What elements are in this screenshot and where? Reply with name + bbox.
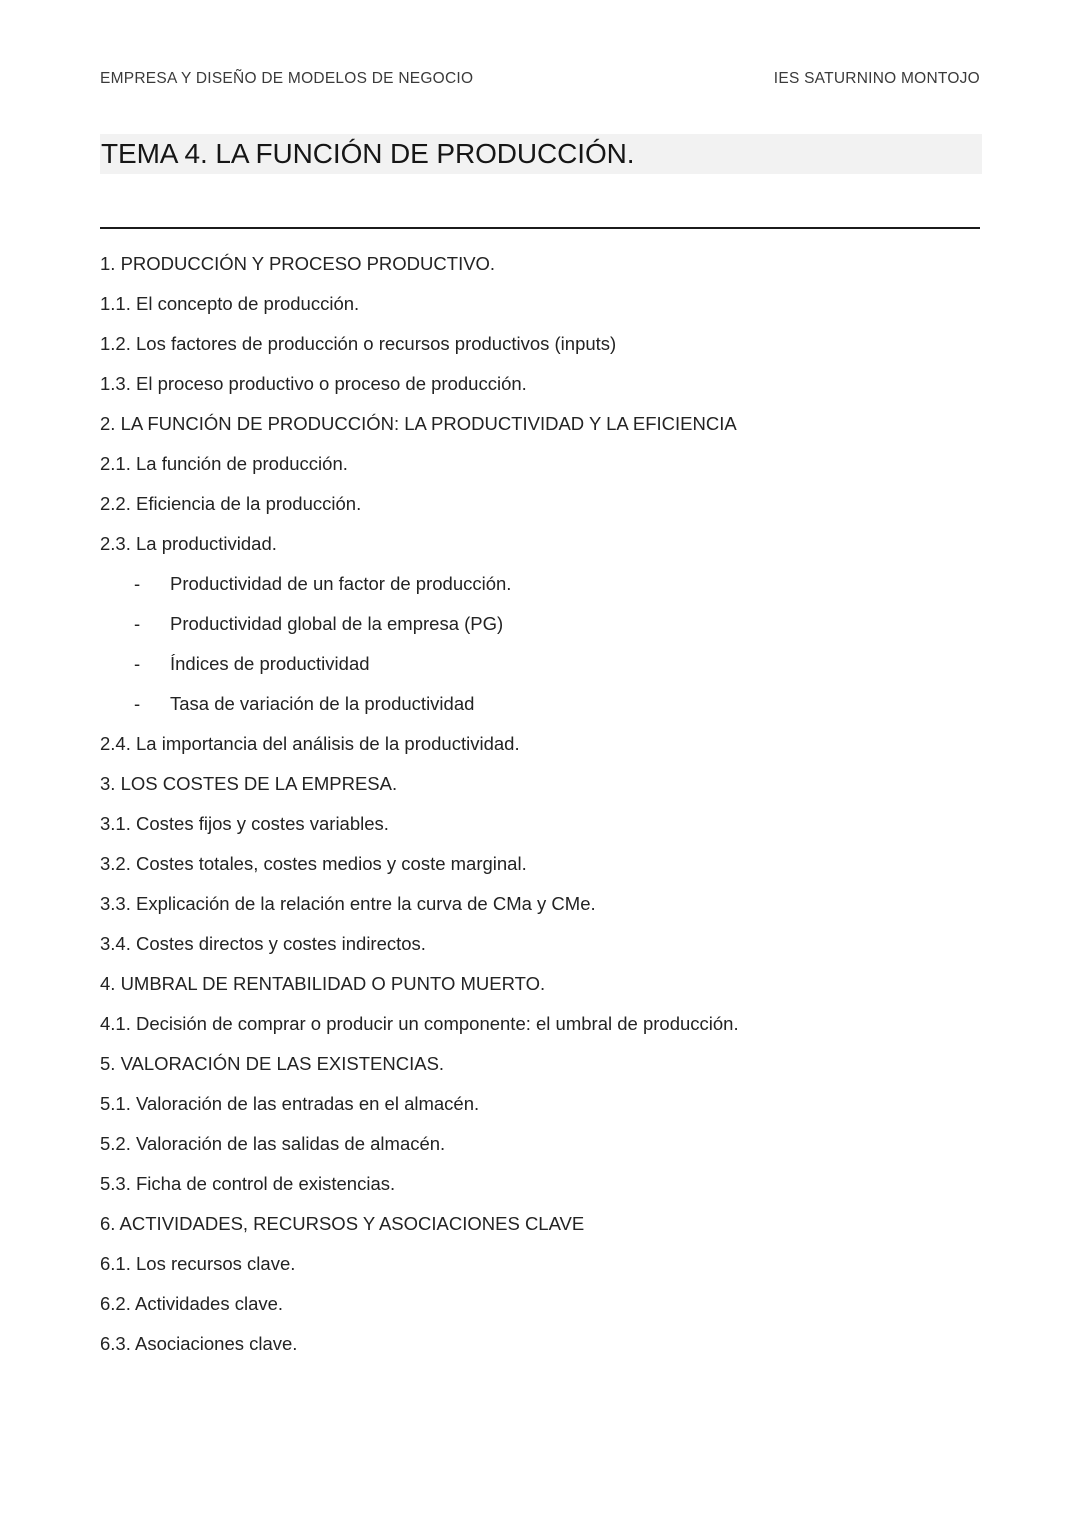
toc-entry-label: 5. VALORACIÓN DE LAS EXISTENCIAS. (100, 1053, 445, 1074)
toc-entry (100, 1015, 1000, 1055)
toc-entry (100, 935, 1000, 975)
toc-entry (100, 735, 1000, 775)
toc-entry-label: 3.2. Costes totales, costes medios y coste marginal. (100, 853, 527, 874)
dash-bullet-icon: - (134, 573, 141, 594)
toc-entry-label: 1.1. El concepto de producción. (100, 293, 360, 314)
toc-entry-label: 3.3. Explicación de la relación entre la curva de CMa y CMe. (100, 893, 596, 914)
toc-entry-label: 1. PRODUCCIÓN Y PROCESO PRODUCTIVO. (100, 253, 496, 274)
toc-entry (100, 1295, 1000, 1335)
toc-entry (100, 295, 1000, 335)
table-of-contents (100, 255, 1000, 1375)
toc-entry-label: Productividad de un factor de producción. (170, 573, 512, 594)
toc-entry (100, 375, 1000, 415)
toc-entry-label: 5.1. Valoración de las entradas en el almacén. (100, 1093, 480, 1114)
toc-entry (100, 455, 1000, 495)
toc-entry (100, 255, 1000, 295)
toc-entry (100, 495, 1000, 535)
dash-bullet-icon: - (134, 693, 141, 714)
toc-entry (100, 1095, 1000, 1135)
toc-entry-label: 2. LA FUNCIÓN DE PRODUCCIÓN: LA PRODUCTIVIDAD Y LA EFICIENCIA (100, 413, 737, 434)
toc-bullet-item (100, 615, 1000, 655)
toc-entry-label: Productividad global de la empresa (PG) (170, 613, 504, 634)
toc-entry-label: 2.3. La productividad. (100, 533, 277, 554)
toc-entry-label: 2.4. La importancia del análisis de la productividad. (100, 733, 520, 754)
running-header (100, 70, 980, 89)
toc-entry (100, 855, 1000, 895)
toc-entry (100, 535, 1000, 575)
toc-entry-label: 6.3. Asociaciones clave. (100, 1333, 298, 1354)
toc-entry-label: 6.1. Los recursos clave. (100, 1253, 296, 1274)
toc-entry-label: 1.3. El proceso productivo o proceso de producción. (100, 373, 527, 394)
toc-entry-label: 1.2. Los factores de producción o recursos productivos (inputs) (100, 333, 617, 354)
toc-bullet-item (100, 655, 1000, 695)
toc-entry-label: 3.1. Costes fijos y costes variables. (100, 813, 389, 834)
toc-entry (100, 775, 1000, 815)
dash-bullet-icon: - (134, 653, 141, 674)
toc-entry (100, 1175, 1000, 1215)
toc-entry-label: 6. ACTIVIDADES, RECURSOS Y ASOCIACIONES CLAVE (100, 1213, 585, 1234)
title-band (100, 134, 982, 174)
toc-entry (100, 1215, 1000, 1255)
toc-entry (100, 415, 1000, 455)
toc-entry (100, 335, 1000, 375)
toc-entry-label: 3. LOS COSTES DE LA EMPRESA. (100, 773, 398, 794)
header-institution: IES SATURNINO MONTOJO (773, 70, 980, 87)
toc-bullet-item (100, 695, 1000, 735)
toc-entry-label: 4.1. Decisión de comprar o producir un componente: el umbral de producción. (100, 1013, 739, 1034)
dash-bullet-icon: - (134, 613, 141, 634)
toc-entry-label: 3.4. Costes directos y costes indirectos. (100, 933, 426, 954)
toc-entry-label: 6.2. Actividades clave. (100, 1293, 284, 1314)
toc-entry (100, 1055, 1000, 1095)
toc-entry (100, 815, 1000, 855)
toc-entry (100, 1135, 1000, 1175)
horizontal-rule (100, 227, 980, 229)
toc-entry (100, 1255, 1000, 1295)
toc-entry-label: 5.3. Ficha de control de existencias. (100, 1173, 396, 1194)
toc-entry-label: 4. UMBRAL DE RENTABILIDAD O PUNTO MUERTO. (100, 973, 546, 994)
toc-entry (100, 895, 1000, 935)
toc-entry (100, 1335, 1000, 1375)
toc-entry (100, 975, 1000, 1015)
toc-bullet-item (100, 575, 1000, 615)
toc-entry-label: 2.2. Eficiencia de la producción. (100, 493, 362, 514)
toc-entry-label: 5.2. Valoración de las salidas de almacén. (100, 1133, 446, 1154)
toc-entry-label: Tasa de variación de la productividad (170, 693, 475, 714)
toc-entry-label: Índices de productividad (170, 653, 370, 674)
toc-entry-label: 2.1. La función de producción. (100, 453, 348, 474)
header-course-title: EMPRESA Y DISEÑO DE MODELOS DE NEGOCIO (100, 70, 474, 87)
page-title: TEMA 4. LA FUNCIÓN DE PRODUCCIÓN. (101, 138, 635, 169)
